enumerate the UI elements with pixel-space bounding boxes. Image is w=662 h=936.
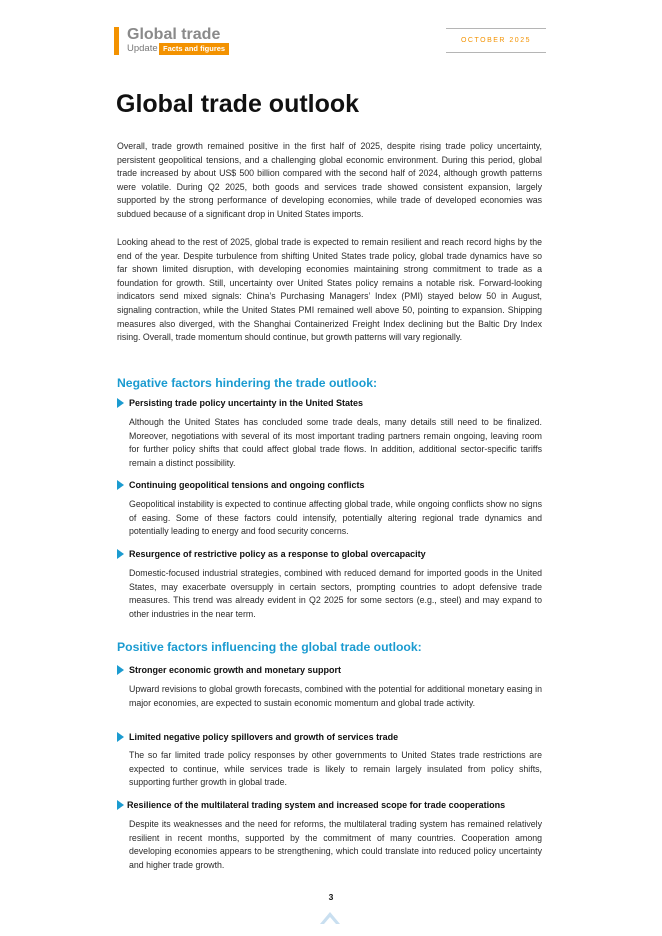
triangle-bullet-icon — [117, 732, 124, 742]
triangle-bullet-icon — [117, 398, 124, 408]
factor-description: Although the United States has concluded some trade deals, many details still need to be finalized. Moreover, negotiations with several of its most important trading partners remain ongoing, leaving room for further policy shifts that could affect global trade flows. In addition, additional sector-specific tariffs remain a distinct possibility. — [129, 417, 542, 468]
factor-title: Resurgence of restrictive policy as a response to global overcapacity — [129, 549, 426, 559]
issue-date — [446, 28, 546, 53]
factor-title: Resilience of the multilateral trading system and increased scope for trade cooperations — [127, 800, 506, 810]
brand-update: Update — [127, 43, 158, 54]
factor-description: Despite its weaknesses and the need for reforms, the multilateral trading system has remained relatively resilient in recent months, supported by the commitment of many countries. Cooperation among developing economies appears to be strengthening, which could translate into reduced policy uncertainty and higher trade growth. — [129, 819, 542, 870]
factor-title: Persisting trade policy uncertainty in the United States — [129, 398, 364, 408]
issue-date-text: OCTOBER 2025 — [460, 37, 531, 44]
intro-paragraph: Overall, trade growth remained positive in the first half of 2025, despite rising trade policy uncertainty, persistent geopolitical tensions, and a challenging global economic environment. During this period, global trade increased by about US$ 500 billion compared with the second half of 2024, although growth patterns were volatile. During Q2 2025, both goods and services trade showed consistent expansion, largely supported by the strong performance of developing economies, while trade of developed economies was subdued because of a significant drop in United States imports. — [117, 141, 542, 219]
factor-description: Upward revisions to global growth forecasts, combined with the potential for additional monetary easing in major economies, are expected to sustain economic momentum and global trade activity. — [129, 684, 542, 708]
factor-description: The so far limited trade policy responses by other governments to United States trade restrictions are expected to continue, while services trade is likely to remain largely insulated from policy shifts, supporting further growth in global trade. — [129, 750, 542, 788]
triangle-bullet-icon — [117, 665, 124, 675]
page-title: Global trade outlook — [116, 90, 360, 118]
brand-title: Global trade — [127, 26, 221, 43]
factor-title: Limited negative policy spillovers and growth of services trade — [129, 732, 399, 742]
factor-title: Stronger economic growth and monetary support — [129, 665, 342, 675]
brand-bar — [114, 27, 119, 55]
intro-paragraph: Looking ahead to the rest of 2025, global trade is expected to remain resilient and reach record highs by the end of the year. Despite turbulence from shifting United States trade policy, global trade dynamics have so far shown limited disruption, with developing economies maintaining strong commitment to trade as a foundation for growth. Still, uncertainty over United States policy remains a notable risk. Forward-looking indicators send mixed signals: China’s Purchasing Managers’ Index (PMI) stayed below 50 in August, signaling contraction, while the United States PMI remained well above 50, pointing to expansion. Shipping measures also diverged, with the Shanghai Containerized Freight Index declining but the Baltic Dry Index rising. Overall, trade momentum should continue, but growth patterns will vary regionally. — [117, 237, 542, 343]
page-number: 3 — [328, 892, 334, 902]
positive-factors-heading: Positive factors influencing the global trade outlook: — [117, 640, 422, 654]
negative-factors-heading: Negative factors hindering the trade outlook: — [117, 376, 378, 390]
factor-description: Geopolitical instability is expected to continue affecting global trade, while ongoing conflicts show no signs of easing. Some of these factors could intensify, potentially altering regional trade dynamics and potentially leading to energy and food security concerns. — [129, 499, 542, 537]
factor-title: Continuing geopolitical tensions and ongoing conflicts — [129, 480, 365, 490]
triangle-bullet-icon — [117, 549, 124, 559]
triangle-bullet-icon — [117, 800, 124, 810]
scroll-up-chevron-icon[interactable] — [318, 906, 342, 930]
brand-badge: Facts and figures — [159, 43, 229, 55]
factor-description: Domestic-focused industrial strategies, combined with reduced demand for imported goods in the United States, may exacerbate oversupply in certain sectors, prompting countries to adopt defensive trade measures. This trend was already evident in Q2 2025 for some sectors (e.g., steel) and may expand to other industries in the near term. — [129, 568, 542, 619]
chevron-shape — [320, 912, 340, 924]
triangle-bullet-icon — [117, 480, 124, 490]
